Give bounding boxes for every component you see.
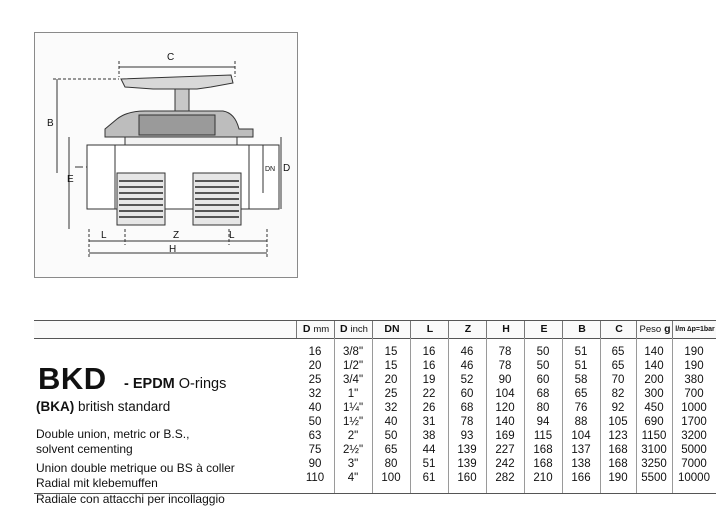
table-cell: 61 — [422, 472, 436, 484]
table-cell: 1700 — [681, 416, 707, 428]
table-cell: 380 — [684, 374, 704, 386]
table-cell: 138 — [571, 458, 591, 470]
table-cell: 139 — [457, 458, 477, 470]
table-cell: 50 — [536, 360, 550, 372]
table-cell: 19 — [422, 374, 436, 386]
table-cell: 115 — [533, 430, 553, 442]
table-row — [296, 345, 716, 359]
header-b: B — [562, 321, 601, 338]
table-cell: 80 — [384, 458, 398, 470]
table-cell: 120 — [495, 402, 515, 414]
table-row — [296, 429, 716, 443]
table-cell: 168 — [533, 458, 553, 470]
table-cell: 92 — [611, 402, 625, 414]
model-code: BKD — [38, 361, 107, 396]
table-row — [296, 373, 716, 387]
dim-l-left-label: L — [101, 230, 107, 241]
table-cell: 160 — [457, 472, 477, 484]
table-cell: 168 — [533, 444, 553, 456]
table-cell: 16 — [422, 346, 436, 358]
description-line: Radiale con attacchi per incollaggio — [36, 492, 225, 506]
table-cell: 52 — [460, 374, 474, 386]
table-cell: 140 — [644, 360, 664, 372]
table-cell: 65 — [611, 346, 625, 358]
table-cell: 68 — [460, 402, 474, 414]
table-cell: 168 — [608, 444, 628, 456]
table-cell: 26 — [422, 402, 436, 414]
dim-b-label: B — [47, 118, 54, 129]
table-cell: 104 — [571, 430, 591, 442]
description-line: Union double metrique ou BS à coller — [36, 461, 235, 475]
table-cell: 5500 — [641, 472, 667, 484]
dim-l-right-label: L — [229, 230, 235, 241]
description-line: solvent cementing — [36, 442, 133, 456]
table-header-row — [34, 321, 716, 339]
table-cell: 50 — [536, 346, 550, 358]
table-cell: 450 — [644, 402, 664, 414]
header-z: Z — [448, 321, 487, 338]
table-cell: 1/2" — [342, 360, 364, 372]
table-cell: 2½" — [342, 444, 364, 456]
table-cell: 25 — [384, 388, 398, 400]
table-cell: 65 — [574, 388, 588, 400]
table-cell: 44 — [422, 444, 436, 456]
table-cell: 282 — [495, 472, 515, 484]
ball-valve-cross-section — [35, 33, 297, 277]
table-cell: 90 — [498, 374, 512, 386]
table-cell: 140 — [644, 346, 664, 358]
table-cell: 3/4" — [342, 374, 364, 386]
table-cell: 76 — [574, 402, 588, 414]
table-cell: 3/8" — [342, 346, 364, 358]
table-cell: 90 — [308, 458, 322, 470]
table-cell: 78 — [460, 416, 474, 428]
header-e: E — [524, 321, 563, 338]
description-line: Double union, metric or B.S., — [36, 427, 190, 441]
header-c: C — [600, 321, 637, 338]
table-cell: 700 — [684, 388, 704, 400]
table-cell: 60 — [460, 388, 474, 400]
table-cell: 93 — [460, 430, 474, 442]
table-cell: 50 — [308, 416, 322, 428]
table-cell: 40 — [384, 416, 398, 428]
header-l: L — [410, 321, 449, 338]
table-cell: 31 — [422, 416, 436, 428]
table-cell: 32 — [308, 388, 322, 400]
dim-c-label: C — [167, 52, 175, 63]
table-cell: 242 — [495, 458, 515, 470]
table-cell: 51 — [574, 360, 588, 372]
table-cell: 32 — [384, 402, 398, 414]
table-cell: 46 — [460, 360, 474, 372]
table-cell: 140 — [495, 416, 515, 428]
table-cell: 2" — [347, 430, 359, 442]
table-cell: 65 — [611, 360, 625, 372]
dim-h-label: H — [169, 244, 177, 255]
header-d-inch: D inch — [334, 321, 373, 338]
header-dn: DN — [372, 321, 411, 338]
table-cell: 100 — [381, 472, 401, 484]
table-cell: 51 — [574, 346, 588, 358]
table-cell: 80 — [536, 402, 550, 414]
table-cell: 5000 — [681, 444, 707, 456]
table-cell: 78 — [498, 346, 512, 358]
variant-line: (BKA) british standard — [36, 399, 171, 414]
table-cell: 190 — [684, 360, 704, 372]
header-peso-g: Peso g — [636, 321, 673, 338]
seal-subtitle: - EPDM O-rings — [124, 376, 227, 392]
dim-dn-label: DN — [265, 166, 276, 173]
table-cell: 20 — [308, 360, 322, 372]
table-row — [296, 401, 716, 415]
table-cell: 25 — [308, 374, 322, 386]
table-cell: 78 — [498, 360, 512, 372]
table-cell: 75 — [308, 444, 322, 456]
table-cell: 16 — [422, 360, 436, 372]
table-row — [296, 359, 716, 373]
table-cell: 16 — [308, 346, 322, 358]
table-cell: 88 — [574, 416, 588, 428]
table-cell: 104 — [495, 388, 515, 400]
table-cell: 227 — [495, 444, 515, 456]
dim-z-label: Z — [173, 230, 180, 241]
table-cell: 22 — [422, 388, 436, 400]
table-cell: 3100 — [641, 444, 667, 456]
table-cell: 58 — [574, 374, 588, 386]
table-cell: 190 — [684, 346, 704, 358]
table-cell: 68 — [536, 388, 550, 400]
table-cell: 137 — [571, 444, 591, 456]
table-row — [296, 471, 716, 485]
table-cell: 63 — [308, 430, 322, 442]
table-cell: 123 — [608, 430, 628, 442]
table-cell: 300 — [644, 388, 664, 400]
table-cell: 60 — [536, 374, 550, 386]
table-cell: 15 — [384, 360, 398, 372]
table-cell: 51 — [422, 458, 436, 470]
table-cell: 3" — [347, 458, 359, 470]
table-cell: 168 — [608, 458, 628, 470]
table-cell: 7000 — [681, 458, 707, 470]
dim-d-label: D — [283, 163, 291, 174]
header-h: H — [486, 321, 525, 338]
table-cell: 1000 — [681, 402, 707, 414]
specification-table — [34, 320, 716, 506]
table-cell: 3250 — [641, 458, 667, 470]
table-row — [296, 387, 716, 401]
table-cell: 4" — [347, 472, 359, 484]
table-cell: 169 — [495, 430, 515, 442]
table-cell: 3200 — [681, 430, 707, 442]
table-body — [296, 345, 716, 485]
description-line: Radial mit klebemuffen — [36, 476, 158, 490]
table-cell: 166 — [571, 472, 591, 484]
table-row — [296, 457, 716, 471]
table-cell: 65 — [384, 444, 398, 456]
table-cell: 139 — [457, 444, 477, 456]
table-cell: 690 — [644, 416, 664, 428]
table-cell: 1150 — [641, 430, 667, 442]
table-cell: 210 — [533, 472, 553, 484]
dim-e-label: E — [67, 174, 74, 185]
table-row — [296, 443, 716, 457]
table-cell: 1" — [347, 388, 359, 400]
table-cell: 46 — [460, 346, 474, 358]
table-cell: 10000 — [678, 472, 710, 484]
table-cell: 1¼" — [342, 402, 364, 414]
table-cell: 70 — [611, 374, 625, 386]
table-cell: 1½" — [342, 416, 364, 428]
product-info-panel — [34, 339, 294, 506]
table-cell: 15 — [384, 346, 398, 358]
header-flow-rate: l/m ∆p=1bar — [672, 321, 717, 338]
technical-drawing — [34, 32, 298, 278]
table-cell: 94 — [536, 416, 550, 428]
table-cell: 110 — [305, 472, 325, 484]
table-cell: 190 — [608, 472, 628, 484]
table-cell: 200 — [644, 374, 664, 386]
table-cell: 20 — [384, 374, 398, 386]
header-d-mm: D mm — [296, 321, 335, 338]
table-row — [296, 415, 716, 429]
table-cell: 82 — [611, 388, 625, 400]
table-cell: 50 — [384, 430, 398, 442]
table-cell: 40 — [308, 402, 322, 414]
table-cell: 38 — [422, 430, 436, 442]
table-cell: 105 — [608, 416, 628, 428]
